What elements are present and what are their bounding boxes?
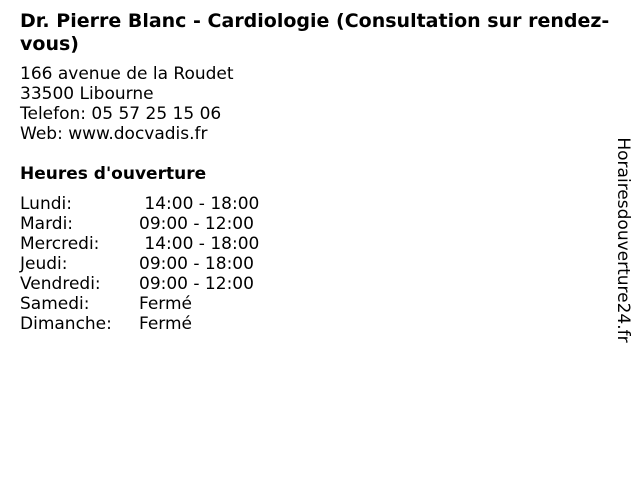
day-label: Samedi: (20, 294, 90, 314)
day-hours: 09:00 - 12:00 (139, 274, 254, 294)
day-hours: 09:00 - 18:00 (139, 254, 254, 274)
contact-info (20, 64, 234, 144)
day-label: Vendredi: (20, 274, 101, 294)
day-label: Mardi: (20, 214, 74, 234)
site-watermark: Horairesdouverture24.fr (613, 137, 633, 343)
hours-row-mercredi (20, 234, 259, 254)
website: Web: www.docvadis.fr (20, 124, 208, 144)
hours-row-lundi (20, 194, 259, 214)
day-label: Mercredi: (20, 234, 100, 254)
opening-hours-heading: Heures d'ouverture (20, 164, 207, 184)
phone-number: Telefon: 05 57 25 15 06 (20, 104, 222, 124)
hours-row-vendredi (20, 274, 259, 294)
day-label: Dimanche: (20, 314, 112, 334)
hours-row-jeudi (20, 254, 259, 274)
day-hours: 14:00 - 18:00 (139, 194, 260, 214)
hours-row-dimanche (20, 314, 259, 334)
day-hours: 09:00 - 12:00 (139, 214, 254, 234)
hours-row-samedi (20, 294, 259, 314)
address-street: 166 avenue de la Roudet (20, 64, 234, 84)
page-title: Dr. Pierre Blanc - Cardiologie (Consultation sur rendez-vous) (20, 10, 610, 55)
day-hours: Fermé (139, 294, 193, 314)
day-label: Lundi: (20, 194, 72, 214)
day-label: Jeudi: (20, 254, 68, 274)
day-hours: Fermé (139, 314, 193, 334)
address-city: 33500 Libourne (20, 84, 154, 104)
hours-row-mardi (20, 214, 259, 234)
opening-hours-table (20, 194, 259, 334)
day-hours: 14:00 - 18:00 (139, 234, 260, 254)
